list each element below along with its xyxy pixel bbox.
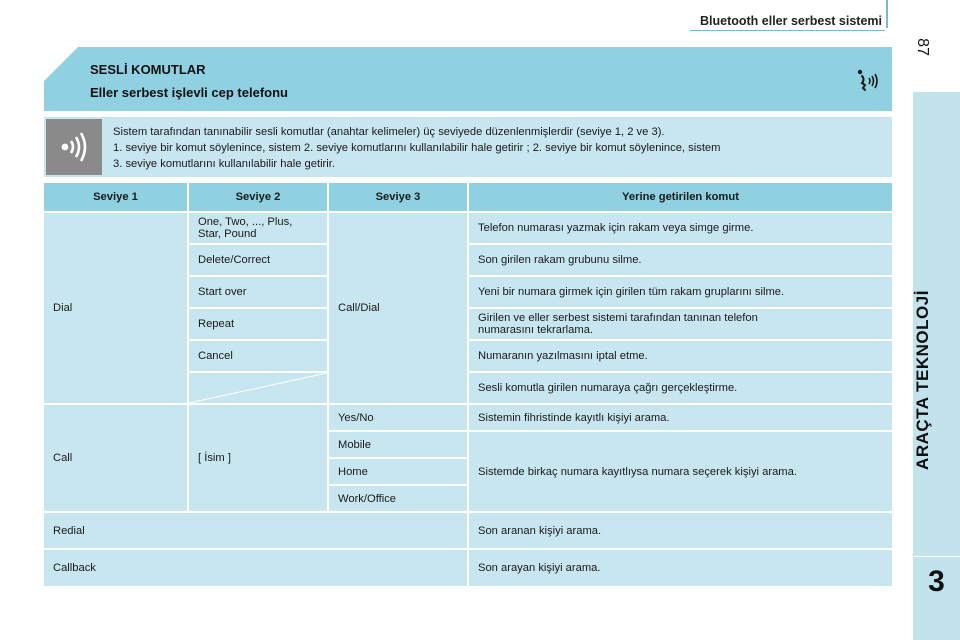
section-title: SESLİ KOMUTLAR bbox=[90, 62, 206, 77]
intro-line: 3. seviye komutlarını kullanılabilir hale getirir. bbox=[113, 158, 335, 170]
action-callback: Son arayan kişiyi arama. bbox=[469, 550, 892, 586]
running-header: Bluetooth eller serbest sistemi bbox=[699, 14, 882, 28]
cmd-redial: Redial bbox=[44, 513, 467, 548]
col-header-level1: Seviye 1 bbox=[44, 183, 187, 211]
cmd-dial: Dial bbox=[44, 213, 187, 403]
page-number: 87 bbox=[913, 38, 931, 56]
section-banner bbox=[44, 47, 892, 111]
empty-diagonal bbox=[189, 373, 327, 403]
voice-command-icon bbox=[856, 68, 882, 94]
header-tick bbox=[886, 0, 888, 28]
col-header-action: Yerine getirilen komut bbox=[469, 183, 892, 211]
action-repeat-number: Girilen ve eller serbest sistemi tarafından tanınan telefon numarasını tekrarlama. bbox=[469, 309, 892, 339]
cmd-cancel: Cancel bbox=[189, 341, 327, 371]
action-choose-number: Sistemde birkaç numara kayıtlıysa numara seçerek kişiyi arama. bbox=[469, 432, 892, 511]
chapter-number: 3 bbox=[928, 565, 945, 598]
empty-cell bbox=[189, 373, 327, 403]
intro-line: 1. seviye bir komut söylenince, sistem 2. seviye komutlarını kullanılabilir hale getirir ; 2. seviye bir komut söylenince, sistem bbox=[113, 142, 721, 154]
cmd-repeat: Repeat bbox=[189, 309, 327, 339]
intro-text bbox=[113, 124, 883, 172]
intro-line: Sistem tarafından tanınabilir sesli komutlar (anahtar kelimeler) üç seviyede düzenlenmişlerdir (seviye 1, 2 ve 3). bbox=[113, 126, 665, 138]
speaker-wave-icon bbox=[57, 130, 91, 164]
cmd-work-office: Work/Office bbox=[329, 486, 467, 511]
action-cancel-number: Numaranın yazılmasını iptal etme. bbox=[469, 341, 892, 371]
header-rule bbox=[690, 30, 885, 31]
cmd-digits: One, Two, ..., Plus, Star, Pound bbox=[189, 213, 327, 243]
cmd-delete: Delete/Correct bbox=[189, 245, 327, 275]
action-dial-number: Sesli komutla girilen numaraya çağrı gerçekleştirme. bbox=[469, 373, 892, 403]
cmd-name: [ İsim ] bbox=[189, 405, 327, 511]
action-clear-all: Yeni bir numara girmek için girilen tüm rakam gruplarını silme. bbox=[469, 277, 892, 307]
action-call-contact: Sistemin fihristinde kayıtlı kişiyi arama. bbox=[469, 405, 892, 430]
voice-command-table bbox=[44, 183, 892, 586]
col-header-level3: Seviye 3 bbox=[329, 183, 467, 211]
cmd-callback: Callback bbox=[44, 550, 467, 586]
cmd-yes-no: Yes/No bbox=[329, 405, 467, 430]
action-enter-number: Telefon numarası yazmak için rakam veya simge girme. bbox=[469, 213, 892, 243]
action-delete-group: Son girilen rakam grubunu silme. bbox=[469, 245, 892, 275]
intro-icon-box bbox=[46, 119, 102, 175]
cmd-call: Call bbox=[44, 405, 187, 511]
cmd-home: Home bbox=[329, 459, 467, 484]
action-redial: Son aranan kişiyi arama. bbox=[469, 513, 892, 548]
chapter-title: ARAÇTA TEKNOLOJİ bbox=[913, 290, 932, 470]
cmd-mobile: Mobile bbox=[329, 432, 467, 457]
col-header-level2: Seviye 2 bbox=[189, 183, 327, 211]
cmd-start-over: Start over bbox=[189, 277, 327, 307]
chapter-separator bbox=[913, 556, 960, 557]
section-subtitle: Eller serbest işlevli cep telefonu bbox=[90, 85, 288, 100]
cmd-call-dial: Call/Dial bbox=[329, 213, 467, 403]
